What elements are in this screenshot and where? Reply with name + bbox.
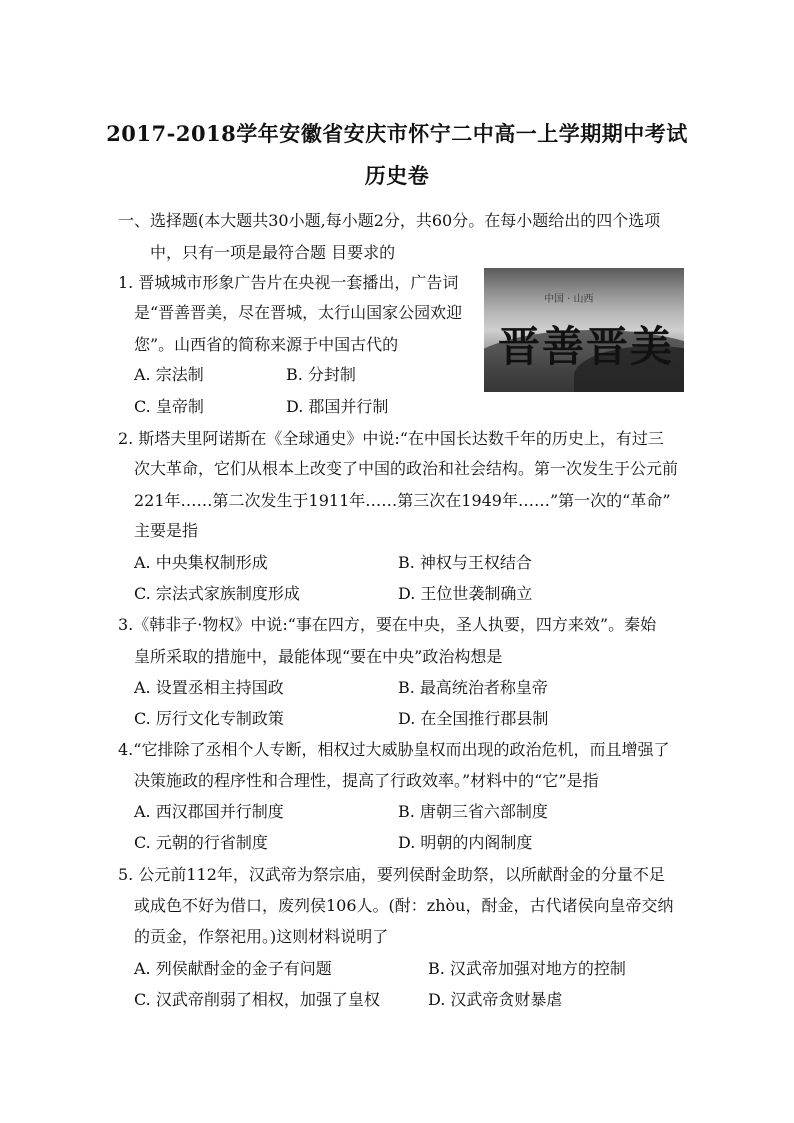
q1-line2: 是“晋善晋美，尽在晋城，太行山国家公园欢迎 — [134, 303, 463, 322]
shanxi-slogan-image — [484, 268, 684, 392]
q3-option-c: C. 厉行文化专制政策 — [134, 709, 284, 728]
q5-option-d: D. 汉武帝贪财暴虐 — [428, 990, 563, 1009]
q5-option-a: A. 列侯献酎金的金子有问题 — [134, 959, 332, 978]
q4-option-c: C. 元朝的行省制度 — [134, 833, 268, 852]
q2-option-c: C. 宗法式家族制度形成 — [134, 584, 300, 603]
q5-line1: 5. 公元前112年，汉武帝为祭宗庙，要列侯酎金助祭，以所献酎金的分量不足 — [118, 865, 665, 884]
q2-line3: 221年……第二次发生于1911年……第三次在1949年……”第一次的“革命” — [134, 491, 671, 510]
q4-line1: 4.“它排除了丞相个人专断，相权过大威胁皇权而出现的政治危机，而且增强了 — [118, 740, 670, 759]
image-slogan: 晋善晋美 — [498, 322, 675, 371]
q2-line2: 次大革命，它们从根本上改变了中国的政治和社会结构。第一次发生于公元前 — [134, 459, 679, 478]
section-heading-line2: 中，只有一项是最符合题 目要求的 — [150, 243, 396, 262]
q1-option-a: A. 宗法制 — [134, 365, 204, 384]
exam-subtitle: 历史卷 — [364, 163, 430, 188]
q2-option-b: B. 神权与王权结合 — [398, 553, 532, 572]
q5-option-b: B. 汉武帝加强对地方的控制 — [428, 959, 626, 978]
q3-option-d: D. 在全国推行郡县制 — [398, 709, 549, 728]
q4-option-b: B. 唐朝三省六部制度 — [398, 802, 548, 821]
image-caption: 中国 · 山西 — [544, 294, 594, 305]
q2-line4: 主要是指 — [134, 521, 199, 540]
q2-option-a: A. 中央集权制形成 — [134, 553, 268, 572]
q3-option-b: B. 最高统治者称皇帝 — [398, 678, 548, 697]
q1-line3: 您”。山西省的简称来源于中国古代的 — [134, 335, 399, 354]
q1-option-c: C. 皇帝制 — [134, 397, 204, 416]
q2-line1: 2. 斯塔夫里阿诺斯在《全球通史》中说:“在中国长达数千年的历史上，有过三 — [118, 429, 664, 448]
q5-option-c: C. 汉武帝削弱了相权，加强了皇权 — [134, 990, 380, 1009]
q3-option-a: A. 设置丞相主持国政 — [134, 678, 284, 697]
section-heading-line1: 一、选择题(本大题共30小题,每小题2分，共60分。在每小题给出的四个选项 — [118, 211, 661, 230]
exam-title: 2017-2018学年安徽省安庆市怀宁二中高一上学期期中考试 — [106, 121, 688, 146]
q5-line3: 的贡金，作祭祀用。)这则材料说明了 — [134, 927, 389, 946]
q4-option-d: D. 明朝的内阁制度 — [398, 833, 533, 852]
q1-option-d: D. 郡国并行制 — [286, 397, 389, 416]
q4-line2: 决策施政的程序性和合理性，提高了行政效率。”材料中的“它”是指 — [134, 771, 599, 790]
q4-option-a: A. 西汉郡国并行制度 — [134, 802, 284, 821]
q3-line1: 3.《韩非子·物权》中说:“事在四方，要在中央，圣人执要，四方来效”。秦始 — [118, 615, 657, 634]
q3-line2: 皇所采取的措施中，最能体现“要在中央”政治构想是 — [134, 647, 503, 666]
q5-line2: 或成色不好为借口，废列侯106人。(酎：zhòu，酎金，古代诸侯向皇帝交纳 — [134, 896, 674, 915]
q2-option-d: D. 王位世袭制确立 — [398, 584, 533, 603]
q1-line1: 1. 晋城城市形象广告片在央视一套播出，广告词 — [118, 273, 459, 292]
q1-option-b: B. 分封制 — [286, 365, 356, 384]
